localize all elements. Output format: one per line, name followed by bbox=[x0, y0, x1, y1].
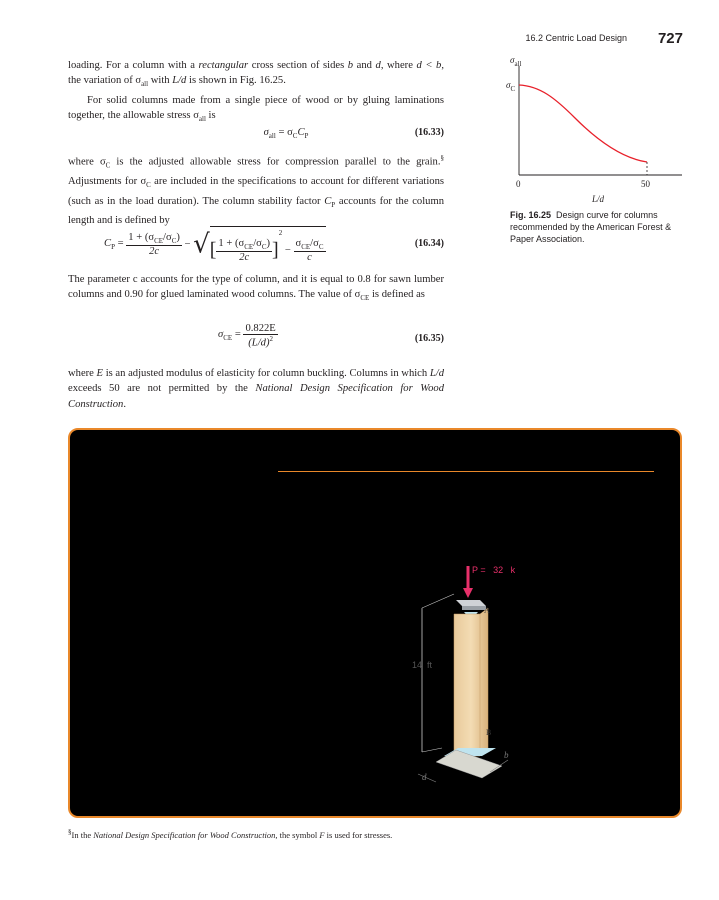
x-tick-50: 50 bbox=[641, 179, 650, 189]
point-b-label: B bbox=[486, 728, 492, 737]
equation-16-35: $\sigma_{CE}$ = $\frac{0.822E}{(L/d)^2}$ (16.35) bbox=[218, 323, 444, 349]
dim-b-label: b bbox=[504, 750, 509, 760]
problem-box bbox=[68, 428, 682, 818]
y-axis-label: $\sigma_{all}$ bbox=[510, 55, 522, 68]
sigma-c-label: $\sigma_C$ bbox=[506, 80, 516, 93]
design-curve-graph bbox=[500, 55, 690, 208]
footnote: §In the National Design Specification for Wood Construction, the symbol F is used for stresses. bbox=[68, 828, 393, 840]
paragraph-2: For solid columns made from a single piece of wood or by gluing laminations together, the allowable stress $\sigma_{all}$ is bbox=[68, 94, 444, 124]
equation-number: (16.34) bbox=[414, 238, 444, 249]
wood-column bbox=[454, 608, 488, 756]
paragraph-1: loading. For a column with a rectangular cross section of sides b and d, where d < b, the variation of $\sigma_{all}$ with L/d is shown in Fig. 16.25. For solid columns made from a single piece of wood or by gluing laminations together, the allowable stress $\sigma_{all}$ is bbox=[68, 58, 444, 128]
equation-number: (16.33) bbox=[414, 127, 444, 138]
equation-16-34: $C_P$ = $\frac{1 + (\sigma_{CE}/\sigma_C)}{2c}$ − √[ $\frac{1 + (\sigma_{CE}/\sigma_C)}{2c}$ ]$^2$ − $\frac{\sigma_{CE}/\sigma_C}{c}$ (16.34) bbox=[68, 226, 444, 266]
load-label: P = 32 k bbox=[472, 565, 516, 575]
equation-16-33: $\sigma_{all} = \sigma_CC_P$ (16.33) bbox=[263, 127, 444, 141]
point-a-label: A bbox=[484, 606, 490, 615]
load-arrow-head bbox=[463, 588, 473, 598]
x-axis-label: L/d bbox=[592, 194, 605, 204]
column-figure bbox=[70, 430, 680, 816]
page-number: 727 bbox=[657, 30, 683, 47]
section-title: 16.2 Centric Load Design bbox=[525, 33, 627, 43]
paragraph-3: where $\sigma_C$ is the adjusted allowable stress for compression parallel to the grain.§ Adjustments for $\sigma_C$ are included in the specifications to account for different variations (such as in the load duration). The column stability factor $C_P$ accounts for the column length and is defined by bbox=[68, 154, 444, 227]
top-plate bbox=[456, 600, 486, 606]
design-curve bbox=[519, 85, 647, 162]
paragraph-4: The parameter c accounts for the type of column, and it is equal to 0.8 for sawn lumber columns and 0.90 for glued laminated wood columns. The value of $\sigma_{CE}$ is defined as bbox=[68, 274, 444, 303]
dim-d-label: d bbox=[422, 772, 427, 782]
graph-svg bbox=[500, 58, 690, 208]
d-dimension-line bbox=[418, 774, 436, 782]
paragraph-5: where E is an adjusted modulus of elasticity for column buckling. Columns in which L/d exceeds 50 are not permitted by the National Design Specification for Wood Construction. bbox=[68, 368, 444, 410]
equation-number: (16.35) bbox=[414, 333, 444, 344]
length-label: 14 ft bbox=[412, 660, 433, 670]
figure-caption: Fig. 16.25 Design curve for columns recommended by the American Forest & Paper Association. bbox=[510, 210, 672, 244]
x-tick-0: 0 bbox=[516, 179, 521, 189]
